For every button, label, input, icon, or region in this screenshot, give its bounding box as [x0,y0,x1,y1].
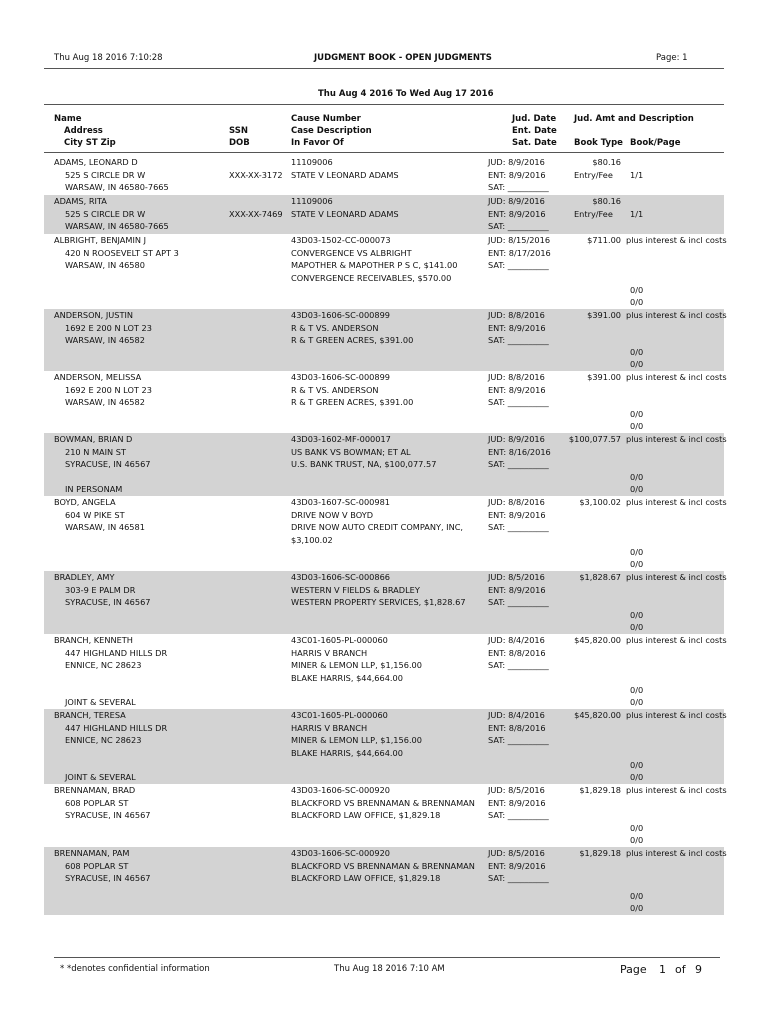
ent-date: ENT: 8/9/2016 [488,860,546,871]
amount-description: plus interest & incl costs [626,848,727,858]
record-note: JOINT & SEVERAL [65,772,136,783]
book-page-ref: 0/0 [630,822,644,833]
amount-description: plus interest & incl costs [626,497,727,507]
debtor-name: BOWMAN, BRIAN D [54,434,133,444]
debtor-name: BRENNAMAN, PAM [54,848,130,858]
debtor-address: 420 N ROOSEVELT ST APT 3 [65,247,179,258]
book-page-ref: 0/0 [630,421,644,432]
debtor-name: ANDERSON, MELISSA [54,372,142,382]
debtor-city: WARSAW, IN 46582 [65,397,145,408]
cause-number: 43D03-1502-CC-000073 [291,235,391,245]
in-favor-of: CONVERGENCE RECEIVABLES, $570.00 [291,272,452,283]
judgment-amount: $1,829.18 [579,785,621,795]
judgment-amount: $1,829.18 [579,848,621,858]
judgment-record [44,234,727,309]
jud-date: JUD: 8/5/2016 [488,572,545,582]
jud-date: JUD: 8/9/2016 [488,434,545,444]
debtor-name: ADAMS, RITA [54,196,107,206]
sat-date: SAT: __________ [488,459,549,470]
judgment-amount: $711.00 [587,235,621,245]
debtor-address: 608 POPLAR ST [65,797,129,808]
ent-date: ENT: 8/9/2016 [488,169,546,180]
report-timestamp: Thu Aug 18 2016 7:10:28 [54,53,163,63]
col-address: Address [64,126,103,136]
case-description: R & T VS. ANDERSON [291,384,379,395]
debtor-name: BRANCH, KENNETH [54,635,133,645]
in-favor-of: BLAKE HARRIS, $44,664.00 [291,672,403,683]
debtor-name: ADAMS, LEONARD D [54,157,138,167]
col-cause: Cause Number [291,114,361,124]
debtor-city: ENNICE, NC 28623 [65,660,142,671]
debtor-name: BRANCH, TERESA [54,710,126,720]
in-favor-of: R & T GREEN ACRES, $391.00 [291,397,414,408]
debtor-address: 210 N MAIN ST [65,446,126,457]
book-page-ref: 0/0 [630,359,644,370]
page-label: Page [620,963,647,976]
amount-description: plus interest & incl costs [626,635,727,645]
in-favor-of: DRIVE NOW AUTO CREDIT COMPANY, INC, [291,522,464,533]
in-favor-of: U.S. BANK TRUST, NA, $100,077.57 [291,459,437,470]
sat-date: SAT: __________ [488,597,549,608]
in-favor-of: BLACKFORD LAW OFFICE, $1,829.18 [291,873,441,884]
col-jud-date: Jud. Date [512,114,557,124]
jud-date: JUD: 8/9/2016 [488,196,545,206]
debtor-name: BOYD, ANGELA [54,497,116,507]
judgment-amount: $3,100.02 [579,497,621,507]
ent-date: ENT: 8/17/2016 [488,247,551,258]
book-page-ref: 0/0 [630,297,644,308]
case-description: WESTERN V FIELDS & BRADLEY [291,584,420,595]
in-favor-of: WESTERN PROPERTY SERVICES, $1,828.67 [291,597,466,608]
book-page-ref: 0/0 [630,903,644,914]
sat-date: SAT: __________ [488,335,549,346]
record-note: IN PERSONAM [65,484,123,495]
judgment-record [44,847,727,915]
col-sat-date: Sat. Date [512,138,557,148]
amount-description: plus interest & incl costs [626,572,727,582]
page-total: 9 [695,963,702,976]
judgment-amount: $1,828.67 [579,572,621,582]
book-page-ref: 0/0 [630,835,644,846]
book-page: 1/1 [630,208,644,219]
amount-description: plus interest & incl costs [626,235,727,245]
debtor-city: SYRACUSE, IN 46567 [65,459,151,470]
debtor-city: ENNICE, NC 28623 [65,735,142,746]
book-page-ref: 0/0 [630,622,644,633]
col-jud-amt: Jud. Amt and Description [574,114,694,124]
judgment-record [44,156,724,195]
judgment-amount: $45,820.00 [574,710,621,720]
cause-number: 43D03-1606-SC-000920 [291,785,391,795]
judgment-amount: $391.00 [587,372,621,382]
book-type: Entry/Fee [574,169,613,180]
debtor-name: ANDERSON, JUSTIN [54,310,134,320]
ent-date: ENT: 8/9/2016 [488,509,546,520]
sat-date: SAT: __________ [488,810,549,821]
judgment-record [44,309,727,371]
amount-description: plus interest & incl costs [626,785,727,795]
debtor-name: ALBRIGHT, BENJAMIN J [54,235,146,245]
cause-number: 11109006 [291,157,333,167]
debtor-address: 1692 E 200 N LOT 23 [65,322,152,333]
judgment-record [44,709,727,784]
book-page-ref: 0/0 [630,684,644,695]
cause-number: 43D03-1606-SC-000920 [291,848,391,858]
case-description: STATE V LEONARD ADAMS [291,208,399,219]
in-favor-of: R & T GREEN ACRES, $391.00 [291,335,414,346]
in-favor-of: MAPOTHER & MAPOTHER P S C, $141.00 [291,260,458,271]
printed-date: Thu Aug 18 2016 7:10 AM [334,964,445,974]
book-page-ref: 0/0 [630,484,644,495]
judgment-amount: $80.16 [592,157,621,167]
top-rule [44,68,724,69]
ent-date: ENT: 8/9/2016 [488,208,546,219]
col-favor: In Favor Of [291,138,344,148]
debtor-address: 608 POPLAR ST [65,860,129,871]
col-book-type: Book Type [574,138,623,148]
jud-date: JUD: 8/8/2016 [488,372,545,382]
cause-number: 43D03-1607-SC-000981 [291,497,391,507]
ent-date: ENT: 8/8/2016 [488,647,546,658]
in-favor-of: BLACKFORD LAW OFFICE, $1,829.18 [291,810,441,821]
book-page-ref: 0/0 [630,890,644,901]
amount-description: plus interest & incl costs [626,310,727,320]
book-page-ref: 0/0 [630,559,644,570]
debtor-address: 604 W PIKE ST [65,509,125,520]
col-dob: DOB [229,138,250,148]
judgment-record [44,195,724,234]
judgment-amount: $100,077.57 [568,434,621,444]
ent-date: ENT: 8/9/2016 [488,384,546,395]
judgment-record [44,496,727,571]
book-page-ref: 0/0 [630,284,644,295]
debtor-ssn: XXX-XX-7469 [229,208,283,219]
debtor-name: BRADLEY, AMY [54,572,115,582]
col-ent-date: Ent. Date [512,126,557,136]
jud-date: JUD: 8/9/2016 [488,157,545,167]
judgment-record [44,784,727,847]
date-range: Thu Aug 4 2016 To Wed Aug 17 2016 [318,89,494,99]
debtor-address: 447 HIGHLAND HILLS DR [65,647,168,658]
sat-date: SAT: __________ [488,660,549,671]
record-note: JOINT & SEVERAL [65,697,136,708]
jud-date: JUD: 8/5/2016 [488,785,545,795]
sat-date: SAT: __________ [488,397,549,408]
judgment-record [44,433,727,496]
sat-date: SAT: __________ [488,735,549,746]
book-type: Entry/Fee [574,208,613,219]
in-favor-of: MINER & LEMON LLP, $1,156.00 [291,660,422,671]
ent-date: ENT: 8/9/2016 [488,584,546,595]
amount-description: plus interest & incl costs [626,434,727,444]
column-rule [44,152,724,153]
in-favor-of: $3,100.02 [291,534,333,545]
judgment-amount: $80.16 [592,196,621,206]
cause-number: 43C01-1605-PL-000060 [291,635,388,645]
cause-number: 11109006 [291,196,333,206]
case-description: BLACKFORD VS BRENNAMAN & BRENNAMAN [291,860,475,871]
col-ssn: SSN [229,126,248,136]
book-page: 1/1 [630,169,644,180]
judgment-record [44,634,727,709]
cause-number: 43D03-1606-SC-000899 [291,310,391,320]
case-description: STATE V LEONARD ADAMS [291,169,399,180]
footer-rule [54,957,720,958]
debtor-name: BRENNAMAN, BRAD [54,785,136,795]
jud-date: JUD: 8/8/2016 [488,497,545,507]
in-favor-of: BLAKE HARRIS, $44,664.00 [291,747,403,758]
debtor-city: WARSAW, IN 46580 [65,260,145,271]
page-number: 1 [659,963,666,976]
debtor-city: SYRACUSE, IN 46567 [65,810,151,821]
col-name: Name [54,114,82,124]
debtor-city: SYRACUSE, IN 46567 [65,597,151,608]
sat-date: SAT: __________ [488,260,549,271]
sat-date: SAT: __________ [488,873,549,884]
ent-date: ENT: 8/9/2016 [488,797,546,808]
page-of: of [675,963,686,976]
debtor-city: SYRACUSE, IN 46567 [65,873,151,884]
ent-date: ENT: 8/16/2016 [488,446,551,457]
jud-date: JUD: 8/15/2016 [488,235,551,245]
col-case-desc: Case Description [291,126,372,136]
jud-date: JUD: 8/4/2016 [488,710,545,720]
judgment-amount: $45,820.00 [574,635,621,645]
debtor-ssn: XXX-XX-3172 [229,169,283,180]
book-page-ref: 0/0 [630,471,644,482]
sat-date: SAT: __________ [488,221,549,232]
ent-date: ENT: 8/9/2016 [488,322,546,333]
debtor-address: 525 S CIRCLE DR W [65,208,146,219]
book-page-ref: 0/0 [630,408,644,419]
col-book-page: Book/Page [630,138,681,148]
book-page-ref: 0/0 [630,346,644,357]
case-description: HARRIS V BRANCH [291,647,368,658]
debtor-city: WARSAW, IN 46580-7665 [65,221,169,232]
in-favor-of: MINER & LEMON LLP, $1,156.00 [291,735,422,746]
case-description: HARRIS V BRANCH [291,722,368,733]
header-rule [44,104,724,105]
amount-description: plus interest & incl costs [626,710,727,720]
judgment-amount: $391.00 [587,310,621,320]
sat-date: SAT: __________ [488,182,549,193]
jud-date: JUD: 8/5/2016 [488,848,545,858]
cause-number: 43D03-1606-SC-000866 [291,572,391,582]
debtor-city: WARSAW, IN 46582 [65,335,145,346]
confidential-note: * *denotes confidential information [60,964,210,974]
page-indicator: Page: 1 [656,53,688,63]
judgment-record [44,571,727,634]
amount-description: plus interest & incl costs [626,372,727,382]
debtor-city: WARSAW, IN 46580-7665 [65,182,169,193]
jud-date: JUD: 8/4/2016 [488,635,545,645]
debtor-address: 525 S CIRCLE DR W [65,169,146,180]
debtor-address: 303-9 E PALM DR [65,584,136,595]
debtor-city: WARSAW, IN 46581 [65,522,145,533]
case-description: R & T VS. ANDERSON [291,322,379,333]
judgment-record [44,371,727,433]
book-page-ref: 0/0 [630,546,644,557]
book-page-ref: 0/0 [630,759,644,770]
debtor-address: 447 HIGHLAND HILLS DR [65,722,168,733]
debtor-address: 1692 E 200 N LOT 23 [65,384,152,395]
sat-date: SAT: __________ [488,522,549,533]
book-page-ref: 0/0 [630,697,644,708]
case-description: DRIVE NOW V BOYD [291,509,374,520]
book-page-ref: 0/0 [630,772,644,783]
cause-number: 43C01-1605-PL-000060 [291,710,388,720]
case-description: CONVERGENCE VS ALBRIGHT [291,247,412,258]
ent-date: ENT: 8/8/2016 [488,722,546,733]
book-page-ref: 0/0 [630,609,644,620]
cause-number: 43D03-1606-SC-000899 [291,372,391,382]
report-title: JUDGMENT BOOK - OPEN JUDGMENTS [314,53,492,63]
cause-number: 43D03-1602-MF-000017 [291,434,391,444]
case-description: US BANK VS BOWMAN; ET AL [291,446,411,457]
col-city: City ST Zip [64,138,116,148]
case-description: BLACKFORD VS BRENNAMAN & BRENNAMAN [291,797,475,808]
jud-date: JUD: 8/8/2016 [488,310,545,320]
